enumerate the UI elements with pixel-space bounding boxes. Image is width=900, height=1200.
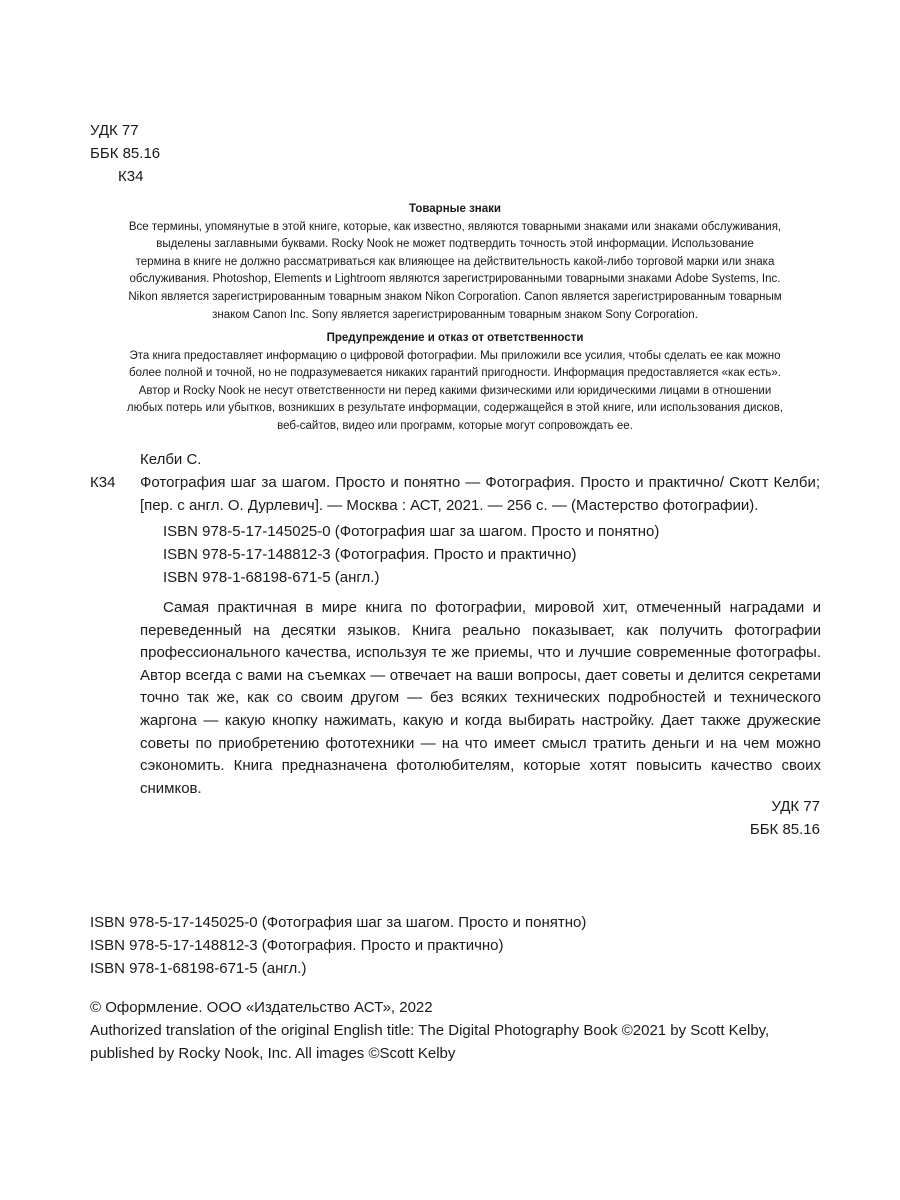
catalog-author: Келби С. <box>140 451 202 468</box>
disclaimer-line: любых потерь или убытков, возникших в результате информации, содержащейся в этой книге, или использования дисков, <box>126 402 784 415</box>
trademarks-line: выделены заглавными буквами. Rocky Nook не может подтвердить точность этой информации. Использование <box>156 238 754 251</box>
publisher-line: published by Rocky Nook, Inc. All images ©Scott Kelby <box>90 1045 456 1062</box>
disclaimer-line: Автор и Rocky Nook не несут ответственности ни перед какими физическими или юридическими лицами в отношении <box>138 384 772 397</box>
isbn-entry: ISBN 978-1-68198-671-5 (англ.) <box>90 960 307 977</box>
isbn-list-bottom <box>90 911 586 980</box>
abstract-text: Самая практичная в мире книга по фотографии, мировой хит, отмеченный наградами и переведенный на десятки языков. Книга реально показывает, как получить фотографии профессионального качества, используя те же приемы, что и лучшие современные фотографы. Автор всегда с вами на съемках — отвечает на ваши вопросы, дает советы и делится секретами точно так же, как со своим другом — без всяких технических подробностей и технического жаргона — какую кнопку нажимать, какую и когда выбирать настройку. Дает также дружеские советы по приобретению фототехники — на что имеет смысл тратить деньги и на чем можно сэкономить. Книга предназначена фотолюбителям, которые хотят повысить качество своих снимков. <box>140 599 821 797</box>
trademarks-line: термина в книге не должно рассматриваться как влияющее на действительность какой-либо торговой марки или знака <box>135 255 775 268</box>
bbk-code: ББК 85.16 <box>749 821 820 838</box>
trademarks-line: Все термины, упомянутые в этой книге, которые, как известно, являются товарными знаками или знаками обслуживания, <box>128 220 782 233</box>
copyright-line: © Оформление. ООО «Издательство АСТ», 2022 <box>90 999 433 1016</box>
isbn-entry: ISBN 978-5-17-145025-0 (Фотография шаг за шагом. Просто и понятно) <box>163 523 660 540</box>
trademarks-line: знаком Canon Inc. Sony является зарегистрированным товарным знаком Sony Corporation. <box>212 308 698 321</box>
classification-codes <box>90 119 160 188</box>
isbn-entry: ISBN 978-5-17-145025-0 (Фотография шаг за шагом. Просто и понятно) <box>90 914 587 931</box>
book-abstract <box>140 597 821 800</box>
translation-line: Authorized translation of the original English title: The Digital Photography Book ©2021 by Scott Kelby, <box>90 1022 770 1039</box>
copyright-block <box>90 996 830 1065</box>
udk-code: УДК 77 <box>90 122 139 139</box>
udk-code: УДК 77 <box>771 798 820 815</box>
trademarks-line: Nikon является зарегистрированным товарным знаком Nikon Corporation. Canon является зарегистрированным товарным <box>128 290 782 303</box>
bbk-code: ББК 85.16 <box>90 145 161 162</box>
author-sign: К34 <box>118 168 144 185</box>
disclaimer-notice <box>90 330 820 436</box>
isbn-entry: ISBN 978-5-17-148812-3 (Фотография. Просто и практично) <box>90 937 504 954</box>
trademarks-notice <box>90 201 820 324</box>
catalog-code: К34 <box>90 474 116 491</box>
disclaimer-heading: Предупреждение и отказ от ответственности <box>326 332 584 344</box>
isbn-entry: ISBN 978-5-17-148812-3 (Фотография. Просто и практично) <box>163 546 577 563</box>
isbn-entry: ISBN 978-1-68198-671-5 (англ.) <box>163 569 380 586</box>
catalog-description: Фотография шаг за шагом. Просто и понятно — Фотография. Просто и практично/ Скотт Келби; [пер. с англ. О. Дурлевич]. — Москва : АСТ, 2021. — 256 с. — (Мастерство фотографии). <box>140 474 820 514</box>
trademarks-line: обслуживания. Photoshop, Elements и Lightroom являются зарегистрированными товарными знаками Adobe Systems, Inc. <box>129 273 781 286</box>
disclaimer-line: Эта книга предоставляет информацию о цифровой фотографии. Мы приложили все усилия, чтобы сделать ее как можно <box>129 349 781 362</box>
trademarks-heading: Товарные знаки <box>409 203 501 215</box>
disclaimer-line: более полной и точной, но не подразумевается никаких гарантий пригодности. Информация предоставляется «как есть». <box>129 367 781 380</box>
disclaimer-line: веб-сайтов, видео или программ, которые могут сопровождать ее. <box>277 419 633 432</box>
catalog-isbn-list <box>163 520 659 589</box>
catalog-codes-right <box>700 795 820 841</box>
